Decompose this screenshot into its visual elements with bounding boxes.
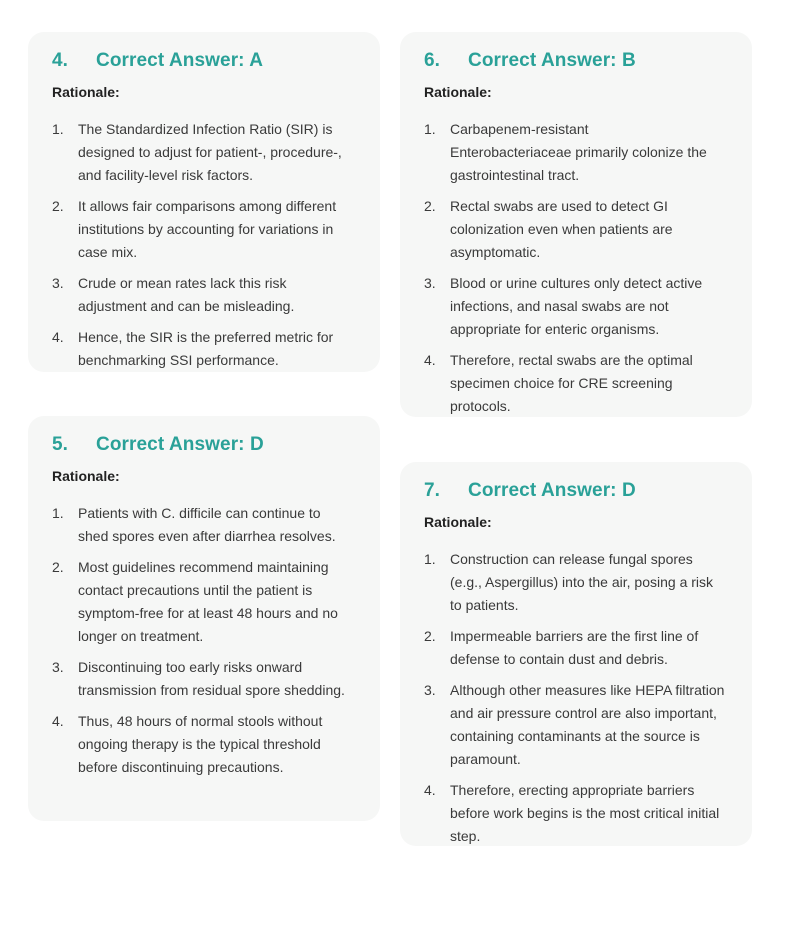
rationale-label: Rationale:: [52, 468, 120, 484]
answer-heading: [52, 50, 356, 72]
rationale-list: [52, 502, 356, 779]
question-number: 7.: [424, 480, 440, 501]
item-number: 2.: [52, 559, 64, 575]
item-number: 2.: [424, 198, 436, 214]
item-text: Crude or mean rates lack this risk adjustment and can be misleading.: [78, 275, 295, 314]
correct-answer-label: Correct Answer: A: [96, 50, 264, 71]
list-item: [424, 349, 728, 418]
item-text: Most guidelines recommend maintaining contact precautions until the patient is symptom-free for at least 48 hours and no longer on treatment.: [78, 559, 338, 644]
item-text: Discontinuing too early risks onward transmission from residual spore shedding.: [78, 659, 345, 698]
item-number: 1.: [424, 121, 436, 137]
item-text: Impermeable barriers are the first line of defense to contain dust and debris.: [450, 628, 699, 667]
list-item: [424, 548, 728, 617]
item-number: 1.: [52, 505, 64, 521]
rationale-label: Rationale:: [424, 514, 492, 530]
item-number: 1.: [52, 121, 64, 137]
item-text: Hence, the SIR is the preferred metric for benchmarking SSI performance.: [78, 329, 334, 368]
rationale-label: Rationale:: [52, 84, 120, 100]
list-item: [52, 556, 356, 648]
item-text: It allows fair comparisons among different institutions by accounting for variations in case mix.: [78, 198, 337, 260]
list-item: [52, 656, 356, 702]
list-item: [52, 326, 356, 372]
item-text: Patients with C. difficile can continue to shed spores even after diarrhea resolves.: [78, 505, 336, 544]
item-text: Therefore, erecting appropriate barriers before work begins is the most critical initial step.: [450, 782, 720, 844]
answer-card-4: [28, 32, 380, 372]
correct-answer-label: Correct Answer: B: [468, 50, 636, 71]
correct-answer-label: Correct Answer: D: [96, 434, 264, 455]
list-item: [52, 272, 356, 318]
item-text: Carbapenem-resistant Enterobacteriaceae primarily colonize the gastrointestinal tract.: [450, 121, 707, 183]
rationale-list: [52, 118, 356, 372]
list-item: [424, 118, 728, 187]
list-item: [424, 625, 728, 671]
rationale-list: [424, 548, 728, 848]
item-text: Although other measures like HEPA filtration and air pressure control are also important, containing contaminants at the source is paramount.: [450, 682, 725, 767]
answer-card-6: [400, 32, 752, 417]
item-text: Rectal swabs are used to detect GI colonization even when patients are asymptomatic.: [450, 198, 673, 260]
item-text: Therefore, rectal swabs are the optimal specimen choice for CRE screening protocols.: [450, 352, 693, 414]
rationale-label: Rationale:: [424, 84, 492, 100]
item-number: 4.: [52, 713, 64, 729]
item-number: 3.: [424, 275, 436, 291]
item-number: 2.: [52, 198, 64, 214]
answer-card-7: [400, 462, 752, 846]
question-number: 4.: [52, 50, 68, 71]
list-item: [52, 710, 356, 779]
item-number: 2.: [424, 628, 436, 644]
item-text: Construction can release fungal spores (e.g., Aspergillus) into the air, posing a risk to patients.: [450, 551, 714, 613]
list-item: [424, 272, 728, 341]
item-number: 4.: [424, 352, 436, 368]
item-text: Blood or urine cultures only detect active infections, and nasal swabs are not appropriate for enteric organisms.: [450, 275, 703, 337]
question-number: 5.: [52, 434, 68, 455]
question-number: 6.: [424, 50, 440, 71]
item-number: 4.: [424, 782, 436, 798]
item-number: 3.: [424, 682, 436, 698]
item-number: 4.: [52, 329, 64, 345]
item-number: 1.: [424, 551, 436, 567]
item-number: 3.: [52, 659, 64, 675]
rationale-list: [424, 118, 728, 418]
item-number: 3.: [52, 275, 64, 291]
answer-heading: [424, 480, 728, 502]
item-text: The Standardized Infection Ratio (SIR) is designed to adjust for patient-, procedure-, and facility-level risk factors.: [78, 121, 342, 183]
list-item: [424, 779, 728, 848]
item-text: Thus, 48 hours of normal stools without ongoing therapy is the typical threshold before discontinuing precautions.: [78, 713, 323, 775]
list-item: [424, 195, 728, 264]
list-item: [424, 679, 728, 771]
correct-answer-label: Correct Answer: D: [468, 480, 636, 501]
answer-heading: [424, 50, 728, 72]
answer-card-5: [28, 416, 380, 821]
answer-heading: [52, 434, 356, 456]
list-item: [52, 502, 356, 548]
list-item: [52, 195, 356, 264]
list-item: [52, 118, 356, 187]
